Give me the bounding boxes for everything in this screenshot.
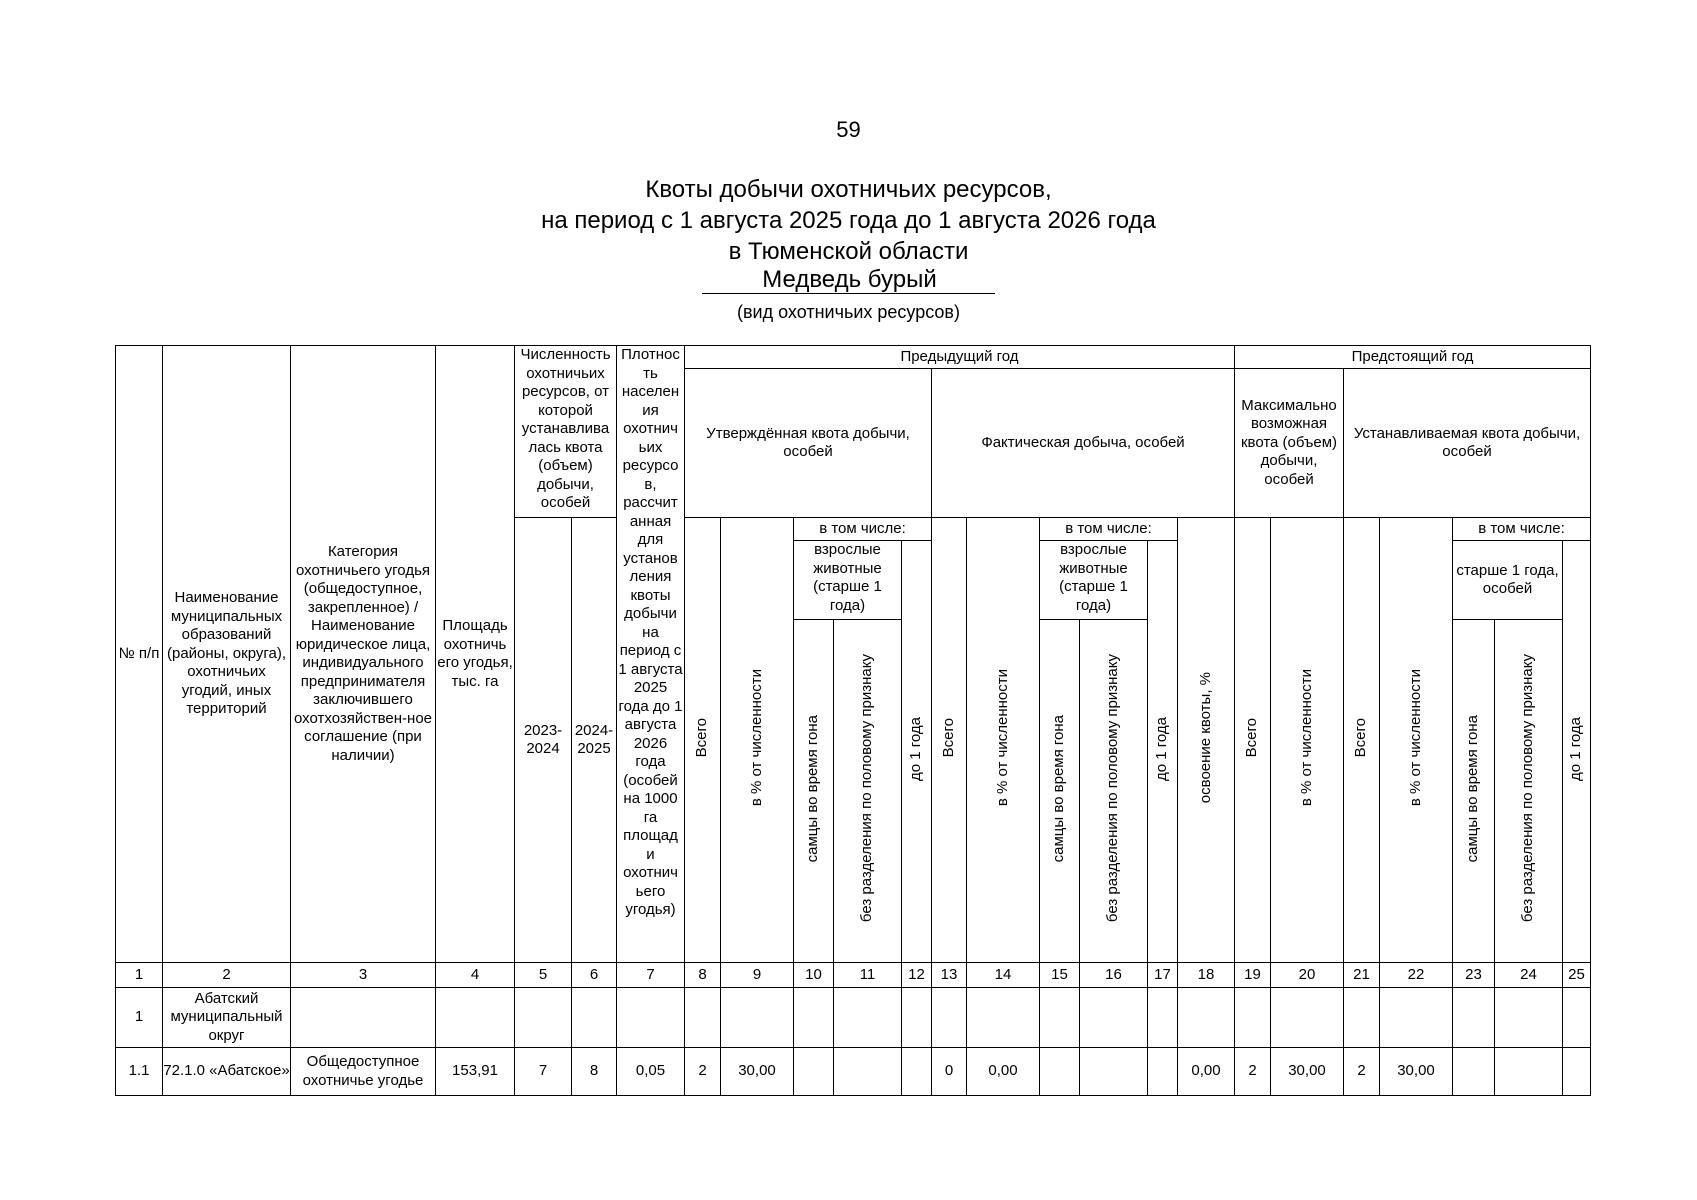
table-cell: 30,00 [1271,1048,1344,1096]
table-cell [1080,1048,1148,1096]
table-cell [1495,988,1563,1048]
table-cell [617,988,685,1048]
table-cell [291,988,436,1048]
column-number: 11 [834,963,902,988]
table-cell [1148,1048,1178,1096]
header-col-12 [902,541,932,963]
table-cell [1040,988,1080,1048]
table-cell [1453,988,1495,1048]
header-including-set: в том числе: [1453,518,1591,541]
table-cell [794,988,834,1048]
header-col-14 [967,518,1040,963]
header-col-20 [1271,518,1344,963]
header-col-12-label: до 1 года [907,716,925,781]
column-number: 13 [932,963,967,988]
column-number: 24 [1495,963,1563,988]
column-number: 17 [1148,963,1178,988]
header-col-14-label: в % от численности [993,668,1011,806]
header-older-than-1: старше 1 года, особей [1453,541,1563,620]
column-number: 2 [163,963,291,988]
column-number: 20 [1271,963,1344,988]
header-col-13-label: Всего [939,717,957,757]
table-cell: 1.1 [116,1048,163,1096]
header-col-10-label: самцы во время гона [804,714,822,862]
table-cell: 1 [116,988,163,1048]
header-col-20-label: в % от численности [1297,668,1315,806]
header-col-18-label: освоение квоты, % [1196,671,1214,803]
header-col-23 [1453,620,1495,963]
header-col-24 [1495,620,1563,963]
table-cell [1271,988,1344,1048]
header-col-17 [1148,541,1178,963]
header-max-quota: Максимально возможная квота (объем) добычи, особей [1235,369,1344,518]
header-col-21-label: Всего [1352,717,1370,757]
column-number: 1 [116,963,163,988]
header-set-quota: Устанавливаемая квота добычи, особей [1344,369,1591,518]
table-cell [515,988,572,1048]
header-previous-year: Предыдущий год [685,346,1235,369]
quota-table [115,345,1591,1096]
table-cell [721,988,794,1048]
header-col-19-label: Всего [1243,717,1261,757]
header-col-16 [1080,620,1148,963]
table-cell: 2 [685,1048,721,1096]
table-cell [1080,988,1148,1048]
column-number: 16 [1080,963,1148,988]
header-col-22-label: в % от численности [1406,668,1424,806]
header-col-7: Плотнос ть населен ия охотнич ьих ресурсо в, рассчит анная для установ ления квоты добычи на период с 1 августа 2025 года до 1 августа 2026 года (особей на 1000 га площад и охотнич ьего угодья) [617,346,685,963]
header-including-approved: в том числе: [794,518,932,541]
table-cell [1040,1048,1080,1096]
header-including-actual: в том числе: [1040,518,1178,541]
table-cell [834,1048,902,1096]
table-cell [1563,988,1591,1048]
table-cell: 153,91 [436,1048,515,1096]
table-cell [1344,988,1380,1048]
page-number: 59 [836,117,861,142]
table-cell: 0,00 [967,1048,1040,1096]
table-cell [1235,988,1271,1048]
header-col-10 [794,620,834,963]
column-number: 6 [572,963,617,988]
header-adults-approved: взрослые животные (старше 1 года) [794,541,902,620]
header-col-18 [1178,518,1235,963]
header-approved-quota: Утверждённая квота добычи, особей [685,369,932,518]
species-wrap [0,267,1697,298]
table-cell: 72.1.0 «Абатское» [163,1048,291,1096]
header-col-15-label: самцы во время гона [1050,714,1068,862]
table-cell [1178,988,1235,1048]
column-number: 14 [967,963,1040,988]
header-row-1 [116,346,1591,369]
column-number: 9 [721,963,794,988]
column-number: 3 [291,963,436,988]
column-number: 22 [1380,963,1453,988]
header-col-9 [721,518,794,963]
header-col-9-label: в % от численности [747,668,765,806]
table-cell: Общедоступное охотничье угодье [291,1048,436,1096]
table-cell: 8 [572,1048,617,1096]
column-number: 5 [515,963,572,988]
table-cell [1453,1048,1495,1096]
header-col-25 [1563,541,1591,963]
header-col-5: 2023-2024 [515,518,572,963]
table-cell: 0,05 [617,1048,685,1096]
header-col-25-label: до 1 года [1567,716,1585,781]
table-row [116,988,1591,1048]
header-col-6: 2024-2025 [572,518,617,963]
header-col-21 [1344,518,1380,963]
header-col-15 [1040,620,1080,963]
column-number: 15 [1040,963,1080,988]
table-cell [794,1048,834,1096]
header-col-13 [932,518,967,963]
table-cell: 0,00 [1178,1048,1235,1096]
column-number: 23 [1453,963,1495,988]
table-cell [834,988,902,1048]
header-col-11 [834,620,902,963]
column-number: 25 [1563,963,1591,988]
header-col-16-label: без разделения по половому признаку [1104,654,1122,923]
table-cell [967,988,1040,1048]
column-number: 19 [1235,963,1271,988]
header-col-5-6: Численность охотничьих ресурсов, от которой устанавлива лась квота (объем) добычи, особей [515,346,617,518]
table-cell [932,988,967,1048]
table-cell [436,988,515,1048]
column-number: 18 [1178,963,1235,988]
header-adults-actual: взрослые животные (старше 1 года) [1040,541,1148,620]
header-col-24-label: без разделения по половому признаку [1519,654,1537,923]
column-number: 21 [1344,963,1380,988]
table-row [116,1048,1591,1096]
table-cell [1148,988,1178,1048]
table-cell [1563,1048,1591,1096]
header-actual-harvest: Фактическая добыча, особей [932,369,1235,518]
table-cell [1380,988,1453,1048]
column-number: 10 [794,963,834,988]
header-col-11-label: без разделения по половому признаку [858,654,876,923]
table-cell [572,988,617,1048]
table-cell: 7 [515,1048,572,1096]
title-line-2: на период с 1 августа 2025 года до 1 августа 2026 года [541,207,1156,234]
header-col-1: № п/п [116,346,163,963]
column-number-row [116,963,1591,988]
header-col-23-label: самцы во время гона [1464,714,1482,862]
header-col-2: Наименование муниципальных образований (районы, округа), охотничьих угодий, иных территорий [163,346,291,963]
header-col-8 [685,518,721,963]
table-cell: 0 [932,1048,967,1096]
species-caption: (вид охотничьих ресурсов) [737,302,960,322]
header-col-4: Площадь охотничь его угодья, тыс. га [436,346,515,963]
table-cell [902,988,932,1048]
table-cell: Абатский муниципальный округ [163,988,291,1048]
table-cell [902,1048,932,1096]
table-cell: 30,00 [1380,1048,1453,1096]
table-cell [1495,1048,1563,1096]
header-col-19 [1235,518,1271,963]
header-next-year: Предстоящий год [1235,346,1591,369]
title-line-3: в Тюменской области [728,238,969,265]
table-cell [685,988,721,1048]
table-cell: 2 [1344,1048,1380,1096]
column-number: 4 [436,963,515,988]
header-col-3: Категория охотничьего угодья (общедоступное, закрепленное) / Наименование юридическое лица, индивидуального предпринимателя заключившего охотхозяйствен-ное соглашение (при наличии) [291,346,436,963]
header-col-17-label: до 1 года [1153,716,1171,781]
column-number: 12 [902,963,932,988]
title-line-1: Квоты добычи охотничьих ресурсов, [645,176,1052,203]
header-col-22 [1380,518,1453,963]
column-number: 8 [685,963,721,988]
species-name: Медведь бурый [702,267,995,294]
table-cell: 2 [1235,1048,1271,1096]
column-number: 7 [617,963,685,988]
document-title [0,174,1697,324]
header-col-8-label: Всего [693,717,711,757]
table-cell: 30,00 [721,1048,794,1096]
